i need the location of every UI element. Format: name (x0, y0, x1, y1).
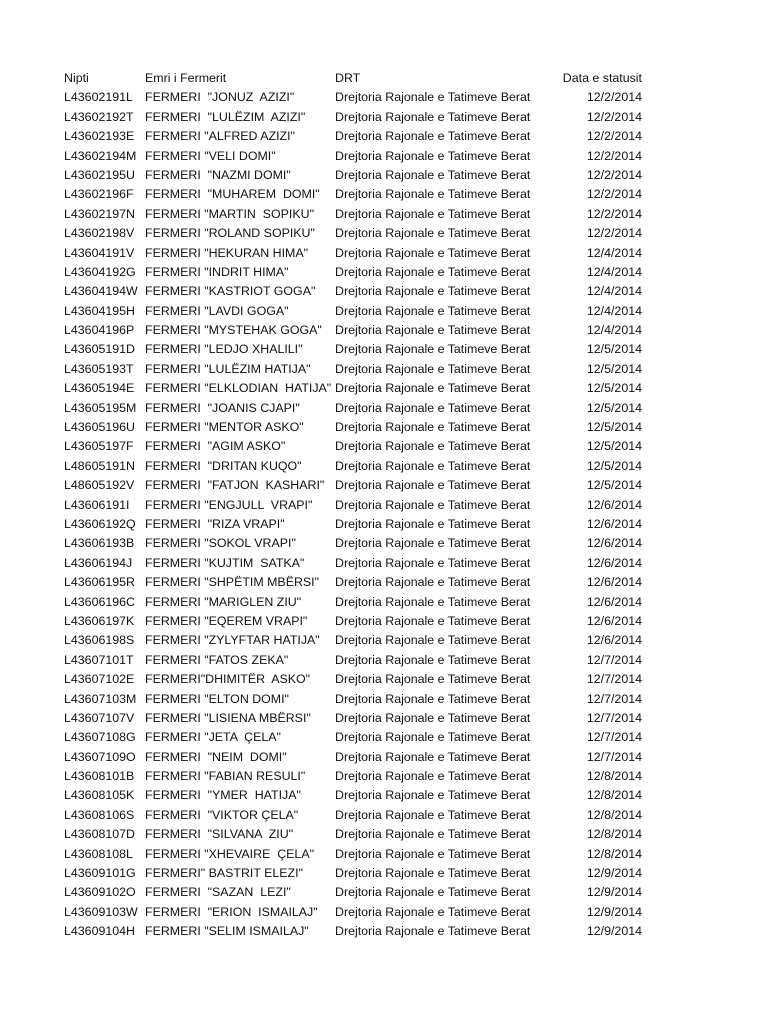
nipt-cell: L43606198S (64, 633, 135, 648)
status-date-cell: 12/6/2014 (586, 497, 642, 512)
drt-cell: Drejtoria Rajonale e Tatimeve Berat (335, 613, 531, 628)
farmer-name-cell: FERMERI "SAZAN LEZI" (145, 885, 291, 900)
drt-cell: Drejtoria Rajonale e Tatimeve Berat (335, 342, 531, 357)
table-row (64, 709, 664, 728)
drt-cell: Drejtoria Rajonale e Tatimeve Berat (335, 749, 531, 764)
drt-cell: Drejtoria Rajonale e Tatimeve Berat (335, 846, 531, 861)
nipt-cell: L43606195R (64, 575, 135, 590)
status-date-cell: 12/8/2014 (586, 807, 642, 822)
nipt-cell: L48605192V (64, 478, 135, 493)
table-row (64, 379, 664, 398)
drt-cell: Drejtoria Rajonale e Tatimeve Berat (335, 439, 531, 454)
status-date-cell: 12/8/2014 (586, 769, 642, 784)
status-date-cell: 12/2/2014 (586, 226, 642, 241)
status-date-cell: 12/7/2014 (586, 652, 642, 667)
nipt-cell: L43606194J (64, 555, 133, 570)
farmer-name-cell: FERMERI "INDRIT HIMA" (145, 264, 289, 279)
status-date-cell: 12/8/2014 (586, 846, 642, 861)
farmer-name-cell: FERMERI "ROLAND SOPIKU" (145, 226, 315, 241)
farmer-name-cell: FERMERI "XHEVAIRE ÇELA" (145, 846, 314, 861)
table-row (64, 496, 664, 515)
status-date-cell: 12/6/2014 (586, 536, 642, 551)
nipt-cell: L43605197F (64, 439, 134, 454)
farmer-name-cell: FERMERI "LEDJO XHALILI" (145, 342, 303, 357)
drt-cell: Drejtoria Rajonale e Tatimeve Berat (335, 458, 531, 473)
nipt-cell: L43607107V (64, 710, 135, 725)
farmer-name-cell: FERMERI "LISIENA MBËRSI" (145, 710, 311, 725)
drt-cell: Drejtoria Rajonale e Tatimeve Berat (335, 303, 531, 318)
farmer-name-cell: FERMERI "ELKLODIAN HATIJA" (145, 381, 332, 396)
farmer-name-cell: FERMERI "MUHAREM DOMI" (145, 187, 320, 202)
table-row (64, 651, 664, 670)
drt-cell: Drejtoria Rajonale e Tatimeve Berat (335, 652, 531, 667)
drt-cell: Drejtoria Rajonale e Tatimeve Berat (335, 148, 531, 163)
table-row (64, 185, 664, 204)
nipt-cell: L43606197K (64, 613, 135, 628)
status-date-cell: 12/9/2014 (586, 904, 642, 919)
column-header-nipt: Nipti (64, 71, 89, 85)
drt-cell: Drejtoria Rajonale e Tatimeve Berat (335, 885, 531, 900)
table-row (64, 593, 664, 612)
table-row (64, 302, 664, 321)
farmer-name-cell: FERMERI "MENTOR ASKO" (145, 420, 304, 435)
status-date-cell: 12/9/2014 (586, 924, 642, 939)
table-row (64, 437, 664, 456)
table-row (64, 767, 664, 786)
nipt-cell: L43609102O (64, 885, 136, 900)
nipt-cell: L43602197N (64, 206, 135, 221)
nipt-cell: L43607108G (64, 730, 136, 745)
farmer-name-cell: FERMERI "MARIGLEN ZIU" (145, 594, 302, 609)
nipt-cell: L43608105K (64, 788, 135, 803)
nipt-cell: L43605193T (64, 361, 134, 376)
nipt-cell: L43604191V (64, 245, 135, 260)
nipt-cell: L43605196U (64, 420, 135, 435)
status-date-cell: 12/2/2014 (586, 148, 642, 163)
table-row (64, 515, 664, 534)
nipt-cell: L43606196C (64, 594, 135, 609)
farmer-name-cell: FERMERI "NEIM DOMI" (145, 749, 287, 764)
nipt-cell: L43607102E (64, 672, 135, 687)
drt-cell: Drejtoria Rajonale e Tatimeve Berat (335, 866, 531, 881)
nipt-cell: L43606193B (64, 536, 135, 551)
table-row (64, 399, 664, 418)
drt-cell: Drejtoria Rajonale e Tatimeve Berat (335, 400, 531, 415)
drt-cell: Drejtoria Rajonale e Tatimeve Berat (335, 109, 531, 124)
nipt-cell: L43602198V (64, 226, 135, 241)
table-row (64, 748, 664, 767)
status-date-cell: 12/6/2014 (586, 633, 642, 648)
nipt-cell: L43608101B (64, 769, 135, 784)
farmer-name-cell: FERMERI "SELIM ISMAILAJ" (145, 924, 309, 939)
table-header-row (64, 69, 664, 88)
farmer-name-cell: FERMERI "EQEREM VRAPI" (145, 613, 308, 628)
drt-cell: Drejtoria Rajonale e Tatimeve Berat (335, 594, 531, 609)
nipt-cell: L43607103M (64, 691, 137, 706)
farmer-name-cell: FERMERI "KUJTIM SATKA" (145, 555, 305, 570)
status-date-cell: 12/8/2014 (586, 827, 642, 842)
farmer-name-cell: FERMERI "AGIM ASKO" (145, 439, 286, 454)
nipt-cell: L43602192T (64, 109, 134, 124)
drt-cell: Drejtoria Rajonale e Tatimeve Berat (335, 129, 531, 144)
table-row (64, 166, 664, 185)
farmer-name-cell: FERMERI "LAVDI GOGA" (145, 303, 289, 318)
nipt-cell: L43608108L (64, 846, 133, 861)
status-date-cell: 12/6/2014 (586, 594, 642, 609)
table-row (64, 224, 664, 243)
status-date-cell: 12/6/2014 (586, 555, 642, 570)
table-row (64, 147, 664, 166)
status-date-cell: 12/7/2014 (586, 730, 642, 745)
farmer-name-cell: FERMERI "FATOS ZEKA" (145, 652, 289, 667)
column-header-drt: DRT (335, 71, 361, 85)
farmer-name-cell: FERMERI "NAZMI DOMI" (145, 167, 291, 182)
status-date-cell: 12/5/2014 (586, 458, 642, 473)
nipt-cell: L48605191N (64, 458, 135, 473)
table-row (64, 845, 664, 864)
table-row (64, 554, 664, 573)
status-date-cell: 12/4/2014 (586, 303, 642, 318)
drt-cell: Drejtoria Rajonale e Tatimeve Berat (335, 361, 531, 376)
nipt-cell: L43609103W (64, 904, 138, 919)
drt-cell: Drejtoria Rajonale e Tatimeve Berat (335, 710, 531, 725)
farmer-name-cell: FERMERI "VELI DOMI" (145, 148, 276, 163)
farmer-name-cell: FERMERI "ELTON DOMI" (145, 691, 289, 706)
farmer-name-cell: FERMERI "ERION ISMAILAJ" (145, 904, 318, 919)
drt-cell: Drejtoria Rajonale e Tatimeve Berat (335, 90, 531, 105)
farmer-status-table (64, 69, 664, 942)
drt-cell: Drejtoria Rajonale e Tatimeve Berat (335, 264, 531, 279)
table-row (64, 612, 664, 631)
table-row (64, 340, 664, 359)
table-row (64, 825, 664, 844)
status-date-cell: 12/5/2014 (586, 381, 642, 396)
nipt-cell: L43605194E (64, 381, 135, 396)
drt-cell: Drejtoria Rajonale e Tatimeve Berat (335, 167, 531, 182)
farmer-name-cell: FERMERI "FATJON KASHARI" (145, 478, 325, 493)
drt-cell: Drejtoria Rajonale e Tatimeve Berat (335, 497, 531, 512)
drt-cell: Drejtoria Rajonale e Tatimeve Berat (335, 827, 531, 842)
table-row (64, 360, 664, 379)
nipt-cell: L43605195M (64, 400, 137, 415)
farmer-name-cell: FERMERI "DRITAN KUQO" (145, 458, 302, 473)
table-row (64, 573, 664, 592)
drt-cell: Drejtoria Rajonale e Tatimeve Berat (335, 555, 531, 570)
farmer-name-cell: FERMERI "SILVANA ZIU" (145, 827, 294, 842)
table-row (64, 321, 664, 340)
status-date-cell: 12/4/2014 (586, 245, 642, 260)
farmer-name-cell: FERMERI "LULËZIM AZIZI" (145, 109, 306, 124)
table-row (64, 88, 664, 107)
farmer-name-cell: FERMERI "FABIAN RESULI" (145, 769, 306, 784)
drt-cell: Drejtoria Rajonale e Tatimeve Berat (335, 226, 531, 241)
farmer-name-cell: FERMERI "JOANIS CJAPI" (145, 400, 300, 415)
status-date-cell: 12/7/2014 (586, 749, 642, 764)
status-date-cell: 12/5/2014 (586, 439, 642, 454)
farmer-name-cell: FERMERI "SHPËTIM MBËRSI" (145, 575, 320, 590)
nipt-cell: L43609101G (64, 866, 136, 881)
status-date-cell: 12/2/2014 (586, 167, 642, 182)
status-date-cell: 12/5/2014 (586, 361, 642, 376)
farmer-name-cell: FERMERI "LULËZIM HATIJA" (145, 361, 311, 376)
table-row (64, 263, 664, 282)
table-row (64, 534, 664, 553)
drt-cell: Drejtoria Rajonale e Tatimeve Berat (335, 187, 531, 202)
table-row (64, 244, 664, 263)
farmer-name-cell: FERMERI "ENGJULL VRAPI" (145, 497, 313, 512)
drt-cell: Drejtoria Rajonale e Tatimeve Berat (335, 788, 531, 803)
nipt-cell: L43604194W (64, 284, 138, 299)
table-body (64, 88, 664, 941)
nipt-cell: L43602191L (64, 90, 133, 105)
drt-cell: Drejtoria Rajonale e Tatimeve Berat (335, 691, 531, 706)
table-row (64, 670, 664, 689)
nipt-cell: L43602194M (64, 148, 137, 163)
drt-cell: Drejtoria Rajonale e Tatimeve Berat (335, 904, 531, 919)
status-date-cell: 12/5/2014 (586, 342, 642, 357)
status-date-cell: 12/4/2014 (586, 284, 642, 299)
status-date-cell: 12/2/2014 (586, 109, 642, 124)
status-date-cell: 12/5/2014 (586, 478, 642, 493)
status-date-cell: 12/8/2014 (586, 788, 642, 803)
table-row (64, 457, 664, 476)
table-row (64, 786, 664, 805)
nipt-cell: L43604192G (64, 264, 136, 279)
nipt-cell: L43608106S (64, 807, 135, 822)
status-date-cell: 12/6/2014 (586, 613, 642, 628)
status-date-cell: 12/4/2014 (586, 323, 642, 338)
status-date-cell: 12/9/2014 (586, 866, 642, 881)
farmer-name-cell: FERMERI "SOKOL VRAPI" (145, 536, 296, 551)
nipt-cell: L43608107D (64, 827, 135, 842)
table-row (64, 631, 664, 650)
table-row (64, 883, 664, 902)
farmer-name-cell: FERMERI "ZYLYFTAR HATIJA" (145, 633, 320, 648)
column-header-date: Data e statusit (562, 71, 642, 85)
farmer-name-cell: FERMERI "HEKURAN HIMA" (145, 245, 309, 260)
drt-cell: Drejtoria Rajonale e Tatimeve Berat (335, 323, 531, 338)
status-date-cell: 12/2/2014 (586, 90, 642, 105)
table-row (64, 728, 664, 747)
drt-cell: Drejtoria Rajonale e Tatimeve Berat (335, 381, 531, 396)
nipt-cell: L43604196P (64, 323, 135, 338)
table-row (64, 205, 664, 224)
nipt-cell: L43609104H (64, 924, 135, 939)
farmer-name-cell: FERMERI "VIKTOR ÇELA" (145, 807, 299, 822)
farmer-name-cell: FERMERI "KASTRIOT GOGA" (145, 284, 316, 299)
status-date-cell: 12/2/2014 (586, 187, 642, 202)
drt-cell: Drejtoria Rajonale e Tatimeve Berat (335, 807, 531, 822)
drt-cell: Drejtoria Rajonale e Tatimeve Berat (335, 420, 531, 435)
drt-cell: Drejtoria Rajonale e Tatimeve Berat (335, 245, 531, 260)
nipt-cell: L43604195H (64, 303, 135, 318)
table-row (64, 806, 664, 825)
drt-cell: Drejtoria Rajonale e Tatimeve Berat (335, 206, 531, 221)
drt-cell: Drejtoria Rajonale e Tatimeve Berat (335, 769, 531, 784)
status-date-cell: 12/5/2014 (586, 400, 642, 415)
status-date-cell: 12/4/2014 (586, 264, 642, 279)
status-date-cell: 12/9/2014 (586, 885, 642, 900)
nipt-cell: L43602195U (64, 167, 135, 182)
table-row (64, 108, 664, 127)
farmer-name-cell: FERMERI "JONUZ AZIZI" (145, 90, 295, 105)
nipt-cell: L43607109O (64, 749, 136, 764)
nipt-cell: L43602196F (64, 187, 134, 202)
drt-cell: Drejtoria Rajonale e Tatimeve Berat (335, 575, 531, 590)
table-row (64, 476, 664, 495)
status-date-cell: 12/7/2014 (586, 710, 642, 725)
farmer-name-cell: FERMERI "MARTIN SOPIKU" (145, 206, 314, 221)
status-date-cell: 12/6/2014 (586, 575, 642, 590)
status-date-cell: 12/2/2014 (586, 129, 642, 144)
nipt-cell: L43606192Q (64, 516, 136, 531)
drt-cell: Drejtoria Rajonale e Tatimeve Berat (335, 536, 531, 551)
status-date-cell: 12/6/2014 (586, 516, 642, 531)
column-header-emri: Emri i Fermerit (145, 71, 227, 85)
status-date-cell: 12/7/2014 (586, 691, 642, 706)
nipt-cell: L43605191D (64, 342, 135, 357)
farmer-name-cell: FERMERI "JETA ÇELA" (145, 730, 281, 745)
status-date-cell: 12/2/2014 (586, 206, 642, 221)
farmer-name-cell: FERMERI"DHIMITËR ASKO" (145, 672, 311, 687)
drt-cell: Drejtoria Rajonale e Tatimeve Berat (335, 478, 531, 493)
drt-cell: Drejtoria Rajonale e Tatimeve Berat (335, 284, 531, 299)
drt-cell: Drejtoria Rajonale e Tatimeve Berat (335, 633, 531, 648)
nipt-cell: L43607101T (64, 652, 134, 667)
drt-cell: Drejtoria Rajonale e Tatimeve Berat (335, 516, 531, 531)
farmer-name-cell: FERMERI "ALFRED AZIZI" (145, 129, 295, 144)
table-row (64, 127, 664, 146)
table-row (64, 282, 664, 301)
nipt-cell: L43602193E (64, 129, 135, 144)
drt-cell: Drejtoria Rajonale e Tatimeve Berat (335, 730, 531, 745)
farmer-name-cell: FERMERI "RIZA VRAPI" (145, 516, 285, 531)
table-row (64, 690, 664, 709)
table-row (64, 864, 664, 883)
farmer-name-cell: FERMERI "YMER HATIJA" (145, 788, 301, 803)
table-row (64, 903, 664, 922)
status-date-cell: 12/7/2014 (586, 672, 642, 687)
table-row (64, 418, 664, 437)
farmer-name-cell: FERMERI "MYSTEHAK GOGA" (145, 323, 322, 338)
status-date-cell: 12/5/2014 (586, 420, 642, 435)
drt-cell: Drejtoria Rajonale e Tatimeve Berat (335, 924, 531, 939)
drt-cell: Drejtoria Rajonale e Tatimeve Berat (335, 672, 531, 687)
table-row (64, 922, 664, 941)
farmer-name-cell: FERMERI" BASTRIT ELEZI" (145, 866, 303, 881)
nipt-cell: L43606191I (64, 497, 130, 512)
